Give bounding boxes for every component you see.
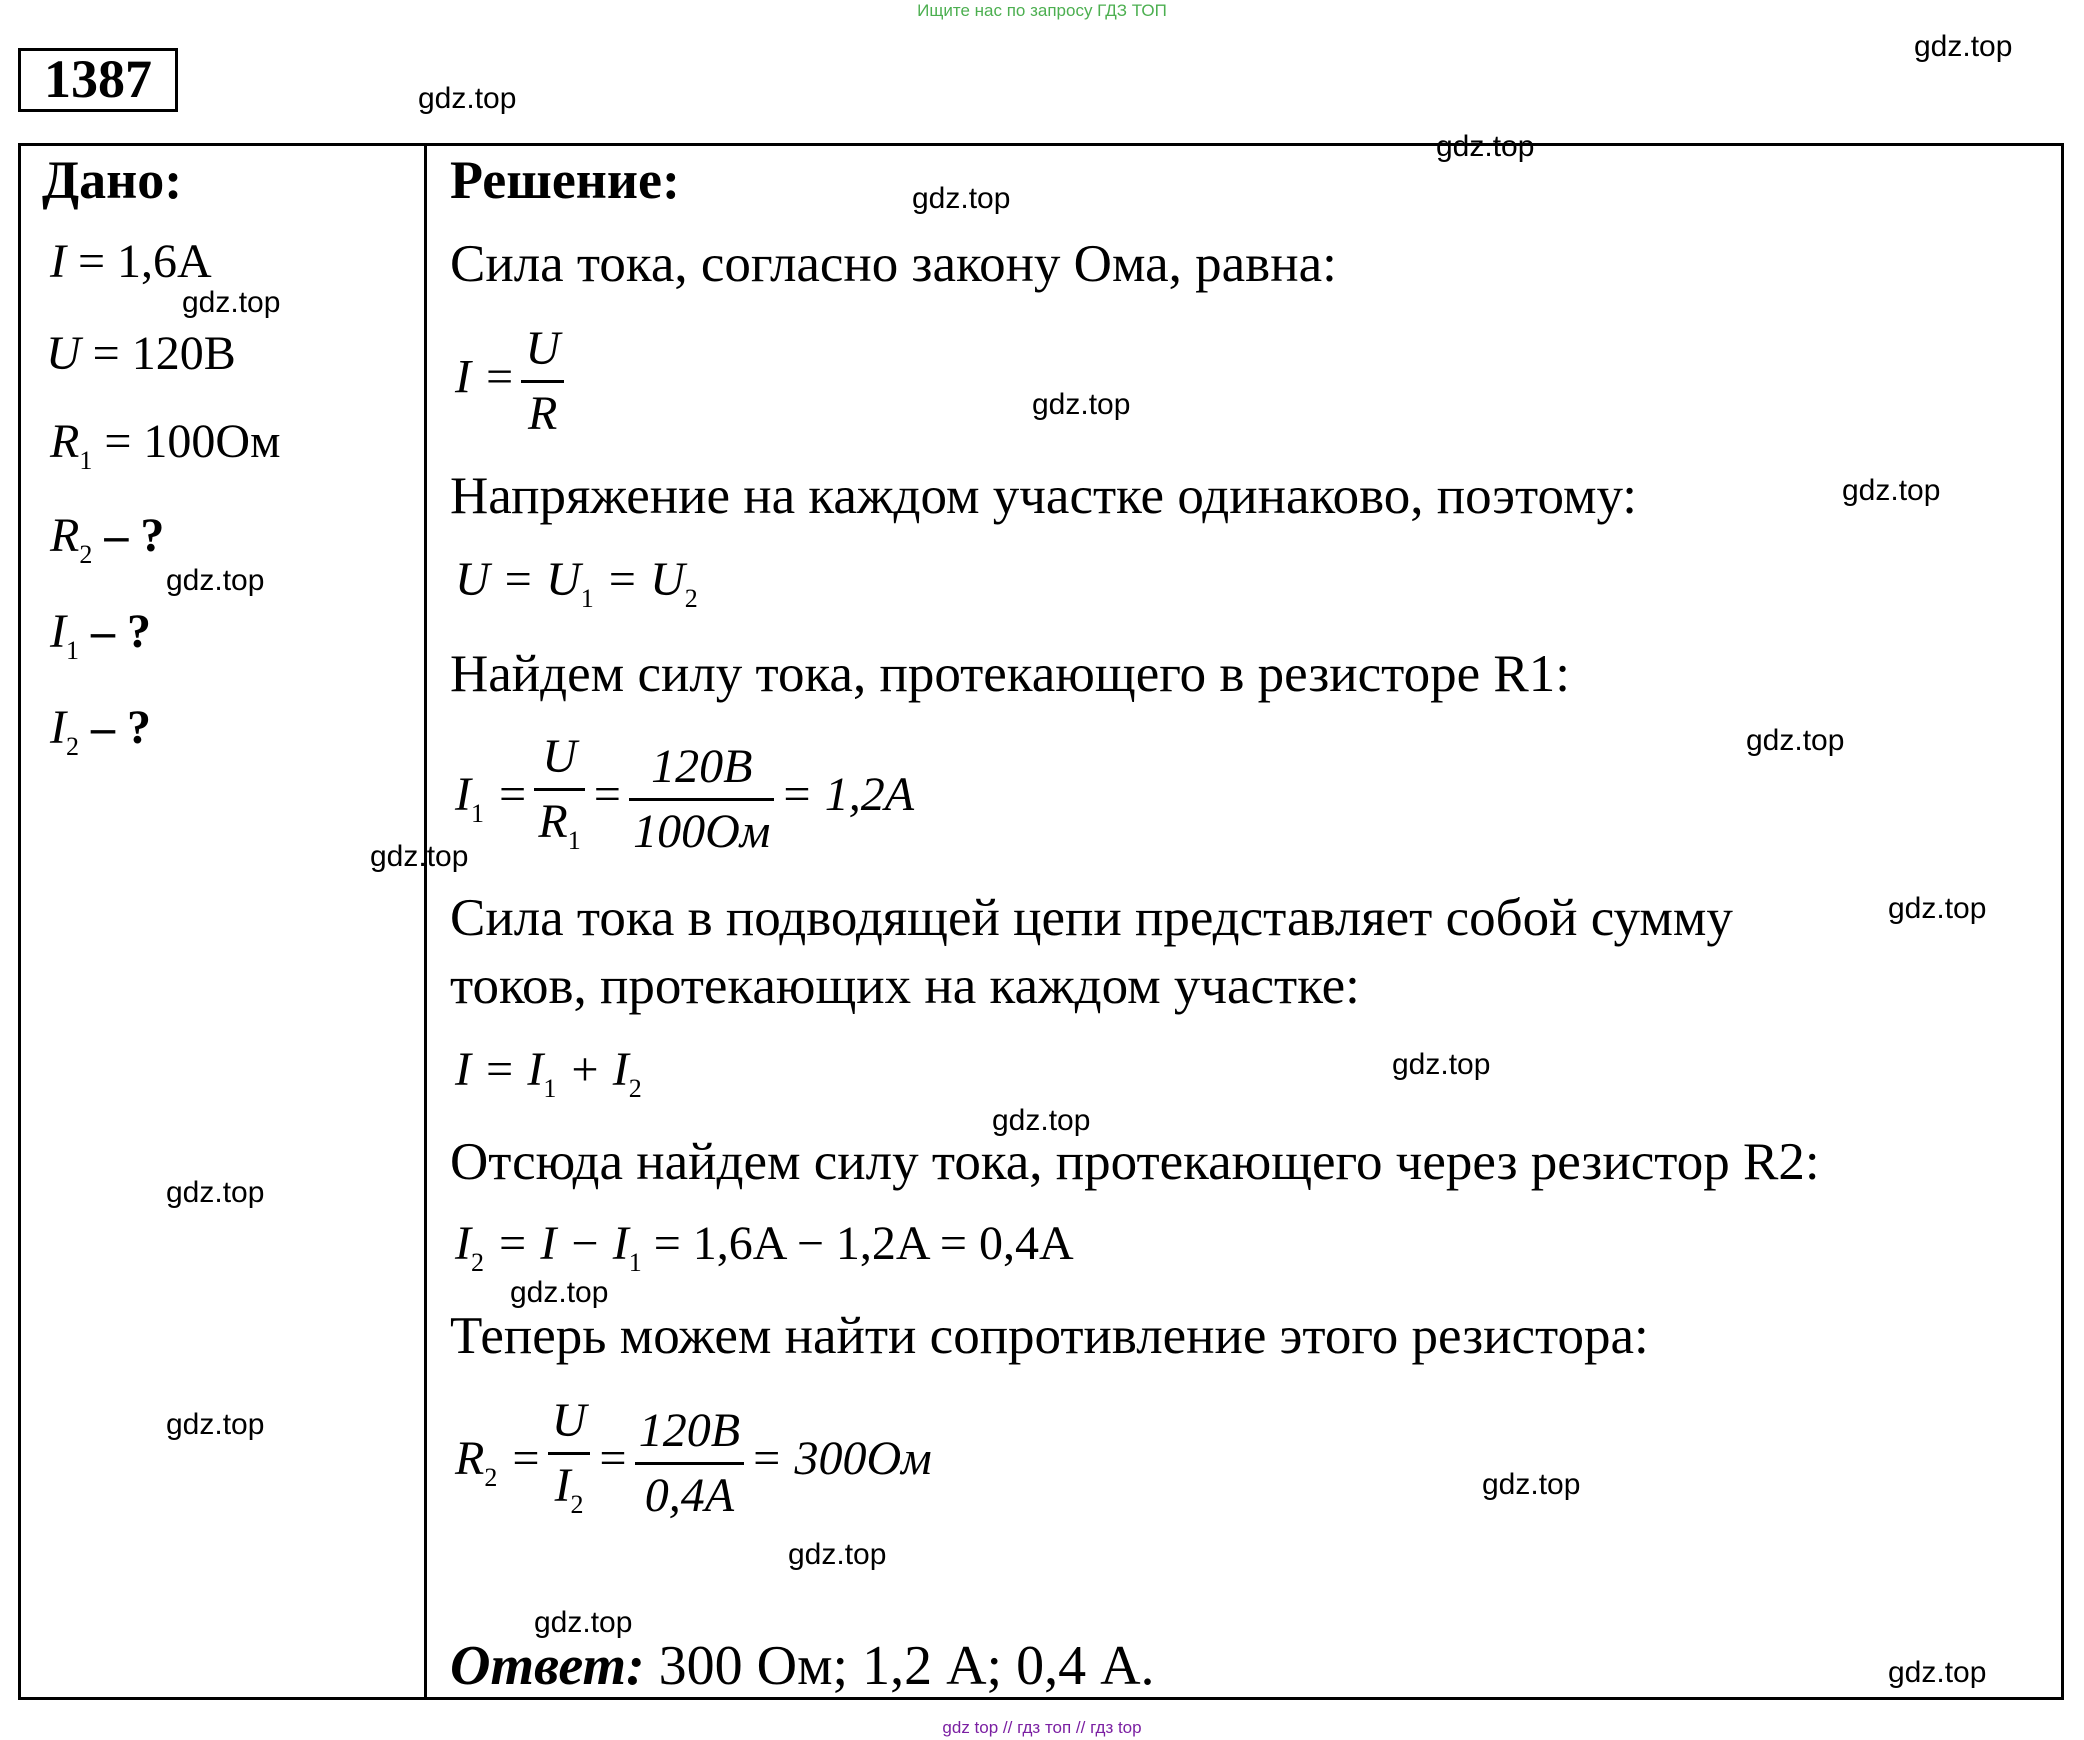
unknown-current-2: $I_2$ – ? [50, 701, 151, 761]
watermark: gdz.top [1392, 1048, 1491, 1081]
paragraph-equal-voltage: Напряжение на каждом участке одинаково, поэтому: [450, 467, 1638, 525]
watermark: gdz.top [534, 1606, 633, 1639]
watermark: gdz.top [1482, 1468, 1581, 1501]
formula-current-2: $I_2 = I - I_1 = 1,6A - 1,2A = 0,4A$ [455, 1217, 1074, 1277]
watermark: gdz.top [1436, 130, 1535, 163]
paragraph-find-current-2: Отсюда найдем силу тока, протекающего через резистор R2: [450, 1133, 1820, 1191]
watermark: gdz.top [1914, 30, 2013, 63]
watermark: gdz.top [992, 1104, 1091, 1137]
paragraph-ohms-law: Сила тока, согласно закону Ома, равна: [450, 235, 1337, 293]
unknown-resistance-2: $R_2$ – ? [50, 509, 165, 569]
watermark: gdz.top [370, 840, 469, 873]
watermark: gdz.top [510, 1276, 609, 1309]
footer-links[interactable]: gdz top // гдз топ // гдз top [942, 1718, 1142, 1737]
given-current: I = 1,6A [50, 235, 212, 288]
answer [450, 1636, 1155, 1696]
given-resistance-1: $R_1 = 100Ом$ [50, 415, 281, 475]
formula-ohms-law: I = $\frac{U}{R}$ [455, 318, 570, 445]
watermark: gdz.top [418, 82, 517, 115]
paragraph-sum-currents-1: Сила тока в подводящей цепи представляет собой сумму [450, 889, 1733, 947]
watermark: gdz.top [182, 286, 281, 319]
formula-equal-voltage: $U = U_1 = U_2$ [455, 553, 698, 613]
watermark: gdz.top [1888, 892, 1987, 925]
formula-current-1: $I_1$ = $\frac{U}{R_1}$ = $\frac{120B}{100Ом}$ = 1,2A [455, 726, 914, 872]
solution-heading: Решение: [450, 150, 680, 210]
task-number: 1387 [18, 48, 178, 112]
unknown-current-1: $I_1$ – ? [50, 605, 151, 665]
watermark: gdz.top [1842, 474, 1941, 507]
watermark: gdz.top [1888, 1656, 1987, 1689]
paragraph-find-current-1: Найдем силу тока, протекающего в резисторе R1: [450, 645, 1570, 703]
search-banner[interactable]: Ищите нас по запросу ГДЗ ТОП [917, 1, 1167, 20]
watermark: gdz.top [166, 564, 265, 597]
watermark: gdz.top [1746, 724, 1845, 757]
given-heading: Дано: [42, 150, 183, 210]
formula-resistance-2: $R_2$ = $\frac{U}{I_2}$ = $\frac{120B}{0,4A}$ = 300Ом [455, 1390, 932, 1536]
watermark: gdz.top [912, 182, 1011, 215]
watermark: gdz.top [788, 1538, 887, 1571]
paragraph-sum-currents-2: токов, протекающих на каждом участке: [450, 957, 1360, 1015]
answer-value: 300 Ом; 1,2 А; 0,4 А. [644, 1635, 1155, 1697]
formula-sum-currents: $I = I_1 + I_2$ [455, 1043, 642, 1103]
watermark: gdz.top [166, 1408, 265, 1441]
given-voltage: U = 120B [46, 327, 236, 380]
table-divider [424, 143, 427, 1700]
paragraph-find-resistance: Теперь можем найти сопротивление этого резистора: [450, 1307, 1649, 1365]
watermark: gdz.top [1032, 388, 1131, 421]
answer-label: Ответ: [450, 1635, 645, 1697]
watermark: gdz.top [166, 1176, 265, 1209]
